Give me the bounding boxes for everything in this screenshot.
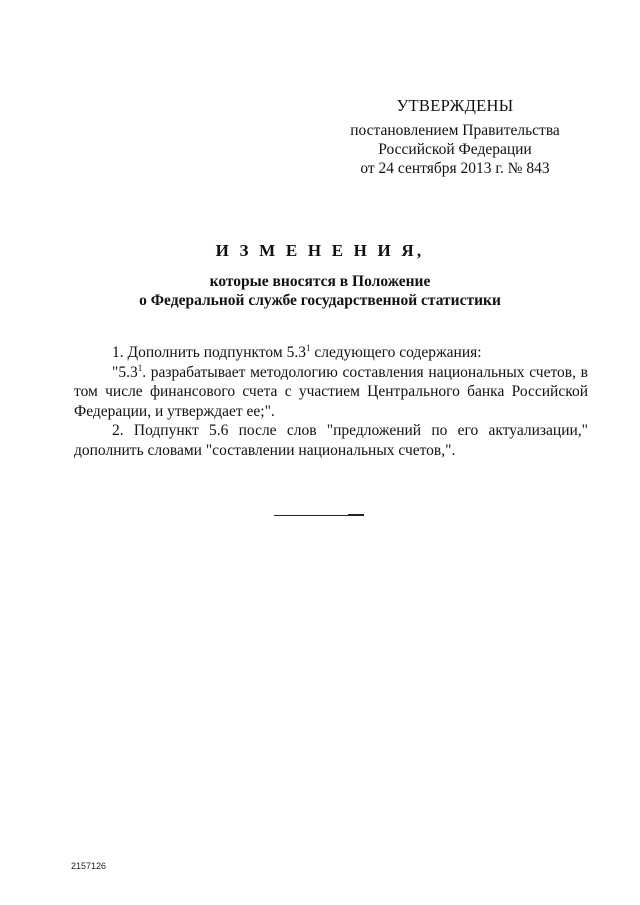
document-subtitle <box>60 272 580 310</box>
approval-line-2: Российской Федерации <box>378 141 532 158</box>
document-title: И З М Е Н Е Н И Я, <box>215 241 425 260</box>
approval-line-3: от 24 сентября 2013 г. № 843 <box>360 160 550 177</box>
approval-stamp-title: УТВЕРЖДЕНЫ <box>396 96 514 115</box>
item-1-suffix: следующего содержания: <box>310 344 482 361</box>
quote-superscript: 1 <box>137 362 143 373</box>
approval-line-1: постановлением Правительства <box>350 122 560 139</box>
quote-prefix: "5.3 <box>112 363 138 381</box>
subtitle-line-1: которые вносятся в Положение <box>209 273 431 290</box>
item-1-quote <box>74 363 588 422</box>
item-1-superscript: 1 <box>305 343 311 353</box>
closing-divider <box>274 515 364 516</box>
document-code: 2157126 <box>71 861 107 871</box>
subtitle-line-2: о Федеральной службе государственной статистики <box>139 292 501 309</box>
document-body <box>74 343 588 461</box>
quote-text: . разрабатывает методологию составления национальных счетов, в том числе финансового счета с участием Центрального банка Российской Федерации, и утверждает ее;". <box>74 363 588 420</box>
item-1 <box>74 343 588 363</box>
item-1-prefix: 1. Дополнить подпунктом 5.3 <box>112 344 306 361</box>
approval-block <box>330 96 580 178</box>
item-2: 2. Подпункт 5.6 после слов "предложений по его актуализации," дополнить словами "составлении национальных счетов,". <box>74 422 588 459</box>
